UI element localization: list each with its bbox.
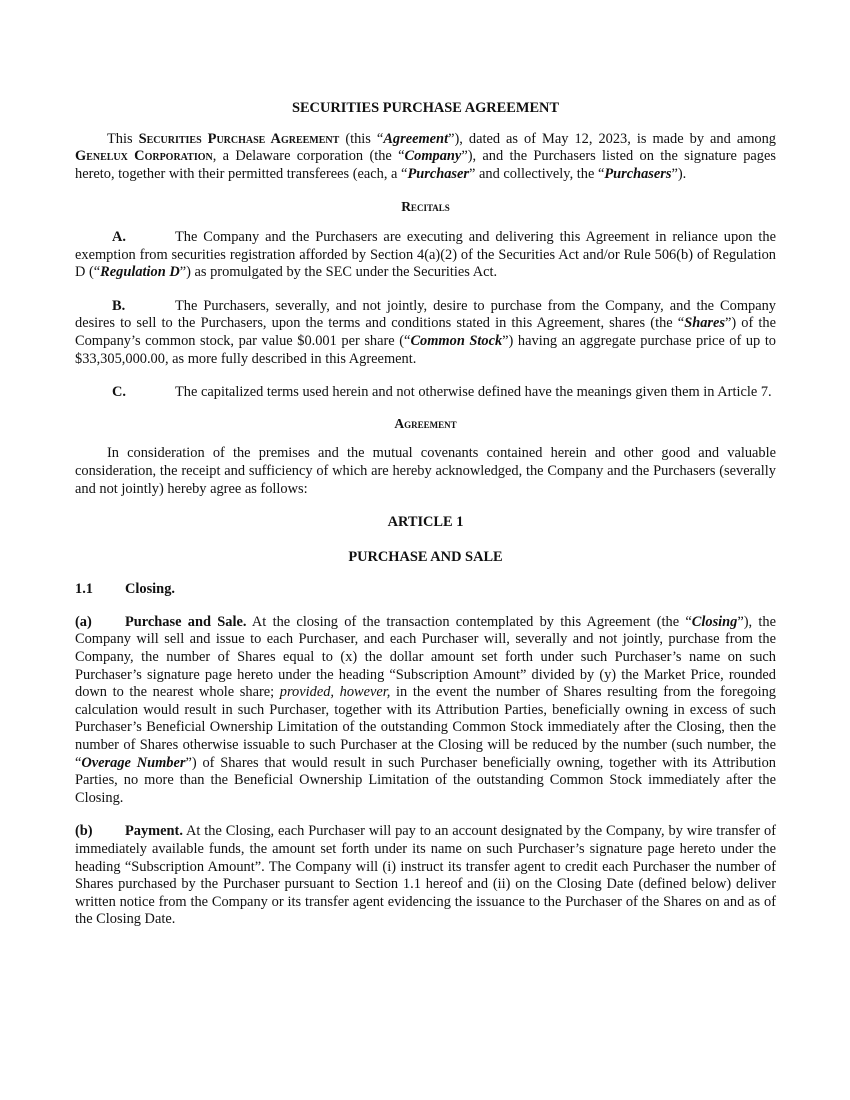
recital-a: A. The Company and the Purchasers are executing and delivering this Agreement in reliance upon the exemption from securities registration afforded by Section 4(a)(2) of the Securities Act and/or Rule 506(b) of Regulation D (“Regulation D”) as promulgated by the SEC under the Securities Act. bbox=[75, 228, 776, 281]
paragraph-b-title: Payment. bbox=[125, 823, 183, 840]
consideration-paragraph: In consideration of the premises and the mutual covenants contained herein and other good and valuable consideration, the receipt and sufficiency of which are hereby acknowledged, the Company and the Purchasers (severally and not jointly) hereby agree as follows: bbox=[75, 445, 776, 497]
section-title: Closing. bbox=[125, 581, 175, 598]
recital-b-letter: B. bbox=[112, 297, 126, 314]
paragraph-a: (a) Purchase and Sale. At the closing of the transaction contemplated by this Agreement (the “Closing”), the Company will sell and issue to each Purchaser, and each Purchaser will, severally and not jointly, purchase from the Company, the number of Shares equal to (x) the dollar amount set forth under such Purchaser’s name on such Purchaser’s signature page hereto under the heading “Subscription Amount” divided by (y) the Market Price, rounded down to the nearest whole share; provided, however, in the event the number of Shares resulting from the foregoing calculation would result in such Purchaser, together with its Attribution Parties, beneficially owning in excess of such Purchaser’s Beneficial Ownership Limitation of the outstanding Common Stock immediately after the Closing, then the number of Shares otherwise issuable to such Purchaser at the Closing will be reduced by the number (such number, the “Overage Number”) of Shares that would result in such Purchaser beneficially owning, together with its Attribution Parties, no more than the Beneficial Ownership Limitation of the outstanding Common Stock immediately after the Closing. bbox=[75, 613, 777, 806]
section-number: 1.1 bbox=[75, 581, 93, 598]
recital-a-letter: A. bbox=[112, 228, 126, 245]
intro-paragraph: This Securities Purchase Agreement (this “Agreement”), dated as of May 12, 2023, is made by and among Genelux Corporation, a Delaware corporation (the “Company”), and the Purchasers listed on the signature pages hereto, together with their permitted transferees (each, a “Purchaser” and collectively, the “Purchasers”). bbox=[75, 130, 777, 182]
recitals-heading: Recitals bbox=[401, 199, 450, 215]
document-title: SECURITIES PURCHASE AGREEMENT bbox=[291, 100, 560, 116]
paragraph-b-number: (b) bbox=[75, 823, 93, 840]
recital-c-letter: C. bbox=[112, 384, 126, 401]
paragraph-a-number: (a) bbox=[75, 613, 92, 630]
article-label: ARTICLE 1 bbox=[387, 514, 464, 531]
paragraph-a-title: Purchase and Sale. bbox=[125, 613, 247, 630]
section-heading bbox=[75, 581, 776, 599]
document-page bbox=[75, 100, 776, 929]
article-title: PURCHASE AND SALE bbox=[348, 548, 503, 565]
recital-c: C. The capitalized terms used herein and not otherwise defined have the meanings given them in Article 7. bbox=[75, 384, 776, 402]
recital-b: B. The Purchasers, severally, and not jointly, desire to purchase from the Company, and the Company desires to sell to the Purchasers, upon the terms and conditions stated in this Agreement, shares (the “Shares”) of the Company’s common stock, par value $0.001 per share (“Common Stock”) having an aggregate purchase price of up to $33,305,000.00, as more fully described in this Agreement. bbox=[75, 297, 777, 367]
paragraph-b: (b) Payment. At the Closing, each Purchaser will pay to an account designated by the Company, by wire transfer of immediately available funds, the amount set forth under its name on such Purchaser’s signature page hereto under the heading “Subscription Amount”. The Company will (i) instruct its transfer agent to credit each Purchaser the number of Shares purchased by the Purchaser pursuant to Section 1.1 hereof and (ii) on the Closing Date (defined below) deliver written notice from the Company or its transfer agent evidencing the issuance to the Purchaser of the Shares on and as of the Closing Date. bbox=[75, 823, 776, 928]
agreement-heading: Agreement bbox=[394, 415, 457, 431]
